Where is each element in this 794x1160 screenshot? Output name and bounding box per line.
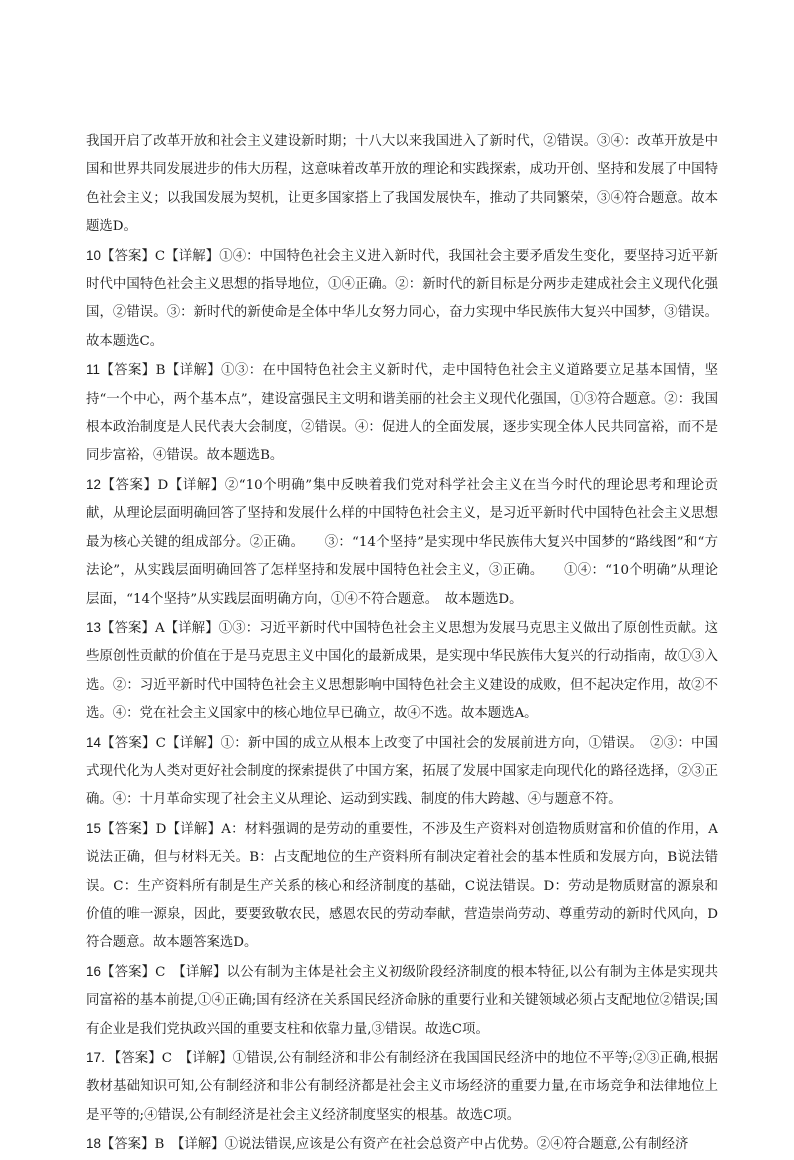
- question-number: 11: [86, 362, 100, 378]
- answer-label: 【答案】D【详解】: [100, 821, 222, 837]
- answer-label: 【答案】A【详解】: [100, 620, 219, 636]
- answer-label: 【答案】C 【详解】: [114, 1051, 233, 1066]
- explanation-text: ①错误,公有制经济和非公有制经济在我国国民经济中的地位不平等;②③正确,根据教材基础知识可知,公有制经济和非公有制经济都是社会主义市场经济的重要力量,在市场竞争和法律地位上是平等的;④错误,公有制经济是社会主义经济制度坚实的根基。故选C项。: [86, 1051, 718, 1123]
- answer-label: 【答案】C【详解】: [100, 735, 221, 751]
- answer-label: 【答案】D【详解】: [100, 477, 225, 493]
- answer-item: [86, 614, 718, 729]
- explanation-text: 以公有制为主体是社会主义初级阶段经济制度的根本特征,以公有制为主体是实现共同富裕的基本前提,①④正确;国有经济在关系国民经济命脉的重要行业和关键领域必须占支配地位②错误;国有企业是我们党执政兴国的重要支柱和依靠力量,③错误。故选C项。: [86, 964, 718, 1037]
- answer-label: 【答案】C【详解】: [100, 248, 220, 264]
- question-number: 15: [86, 820, 101, 836]
- question-number: 14: [86, 734, 101, 750]
- answer-item: [86, 471, 718, 614]
- explanation-text: ①④：中国特色社会主义进入新时代，我国社会主要矛盾发生变化，要坚持习近平新时代中国特色社会主义思想的指导地位，①④正确。②：新时代的新目标是分两步走建成社会主义现代化强国，②错误。③：新时代的新使命是全体中华儿女努力同心，奋力实现中华民族伟大复兴中国梦，③错误。故本题选C。: [86, 248, 719, 349]
- answer-item: [86, 1044, 718, 1130]
- answer-page: [86, 128, 718, 1160]
- answer-item: [86, 242, 718, 357]
- question-number: 12: [86, 476, 101, 492]
- explanation-text: ①③：习近平新时代中国特色社会主义思想为发展马克思主义做出了原创性贡献。这些原创性贡献的价值在于是马克思主义中国化的最新成果，是实现中华民族伟大复兴的行动指南，故①③入选。②：习近平新时代中国特色社会主义思想影响中国特色社会主义建设的成败，但不起决定作用，故②不选。④：党在社会主义国家中的核心地位早已确立，故④不选。故本题选A。: [86, 620, 719, 722]
- explanation-text: ①：新中国的成立从根本上改变了中国社会的发展前进方向，①错误。 ②③：中国式现代化为人类对更好社会制度的探索提供了中国方案，拓展了发展中国家走向现代化的路径选择，②③正确。④：十月革命实现了社会主义从理论、运动到实践、制度的伟大跨越、④与题意不符。: [86, 735, 718, 808]
- answer-label: 【答案】C 【详解】: [100, 964, 227, 980]
- question-number: 13: [86, 619, 101, 635]
- answer-item: [86, 958, 718, 1044]
- explanation-text: ②“10个明确”集中反映着我们党对科学社会主义在当今时代的理论思考和理论贡献，从理论层面明确回答了坚持和发展什么样的中国特色社会主义，是习近平新时代中国特色社会主义思想最为核心关键的组成部分。②正确。 ③：“14个坚持”是实现中华民族伟大复兴中国梦的“路线图”和“方法论”，从实践层面明确回答了怎样坚持和发展中国特色社会主义，③正确。 ①④：“10个明确”从理论层面，“14个坚持”从实践层面明确方向，①④不符合题意。 故本题选D。: [86, 477, 718, 607]
- answer-label: 【答案】B 【详解】: [100, 1137, 225, 1153]
- answer-item: [86, 356, 718, 471]
- question-number: 18: [86, 1136, 101, 1152]
- question-number: 17．: [86, 1050, 115, 1065]
- question-number: 16: [86, 963, 101, 979]
- continuation-paragraph: 我国开启了改革开放和社会主义建设新时期；十八大以来我国进入了新时代，②错误。③④：改革开放是中国和世界共同发展进步的伟大历程，这意味着改革开放的理论和实践探索，成功开创、坚持和发展了中国特色社会主义；以我国发展为契机，让更多国家搭上了我国发展快车，推动了共同繁荣，③④符合题意。故本题选D。: [86, 134, 718, 235]
- answer-item: [86, 729, 718, 815]
- explanation-text: ①③：在中国特色社会主义新时代，走中国特色社会主义道路要立足基本国情，坚持“一个中心，两个基本点”，建设富强民主文明和谐美丽的社会主义现代化强国，①③符合题意。②：我国根本政治制度是人民代表大会制度，②错误。④：促进人的全面发展，逐步实现全体人民共同富裕，而不是同步富裕，④错误。故本题选B。: [86, 363, 718, 464]
- answer-item: [86, 815, 718, 958]
- answer-list: [86, 242, 718, 1160]
- question-number: 10: [86, 247, 101, 263]
- answer-item: [86, 1130, 718, 1159]
- explanation-text: ①说法错误,应该是公有资产在社会总资产中占优势。②④符合题意,公有制经济: [224, 1137, 689, 1153]
- explanation-text: A：材料强调的是劳动的重要性，不涉及生产资料对创造物质财富和价值的作用，A说法正确，但与材料无关。B：占支配地位的生产资料所有制决定着社会的基本性质和发展方向，B说法错误。C：生产资料所有制是生产关系的核心和经济制度的基础，C说法错误。D：劳动是物质财富的源泉和价值的唯一源泉，因此，要要致敬农民，感恩农民的劳动奉献，营造崇尚劳动、尊重劳动的新时代风向，D符合题意。故本题答案选D。: [86, 821, 718, 951]
- answer-label: 【答案】B【详解】: [99, 363, 222, 379]
